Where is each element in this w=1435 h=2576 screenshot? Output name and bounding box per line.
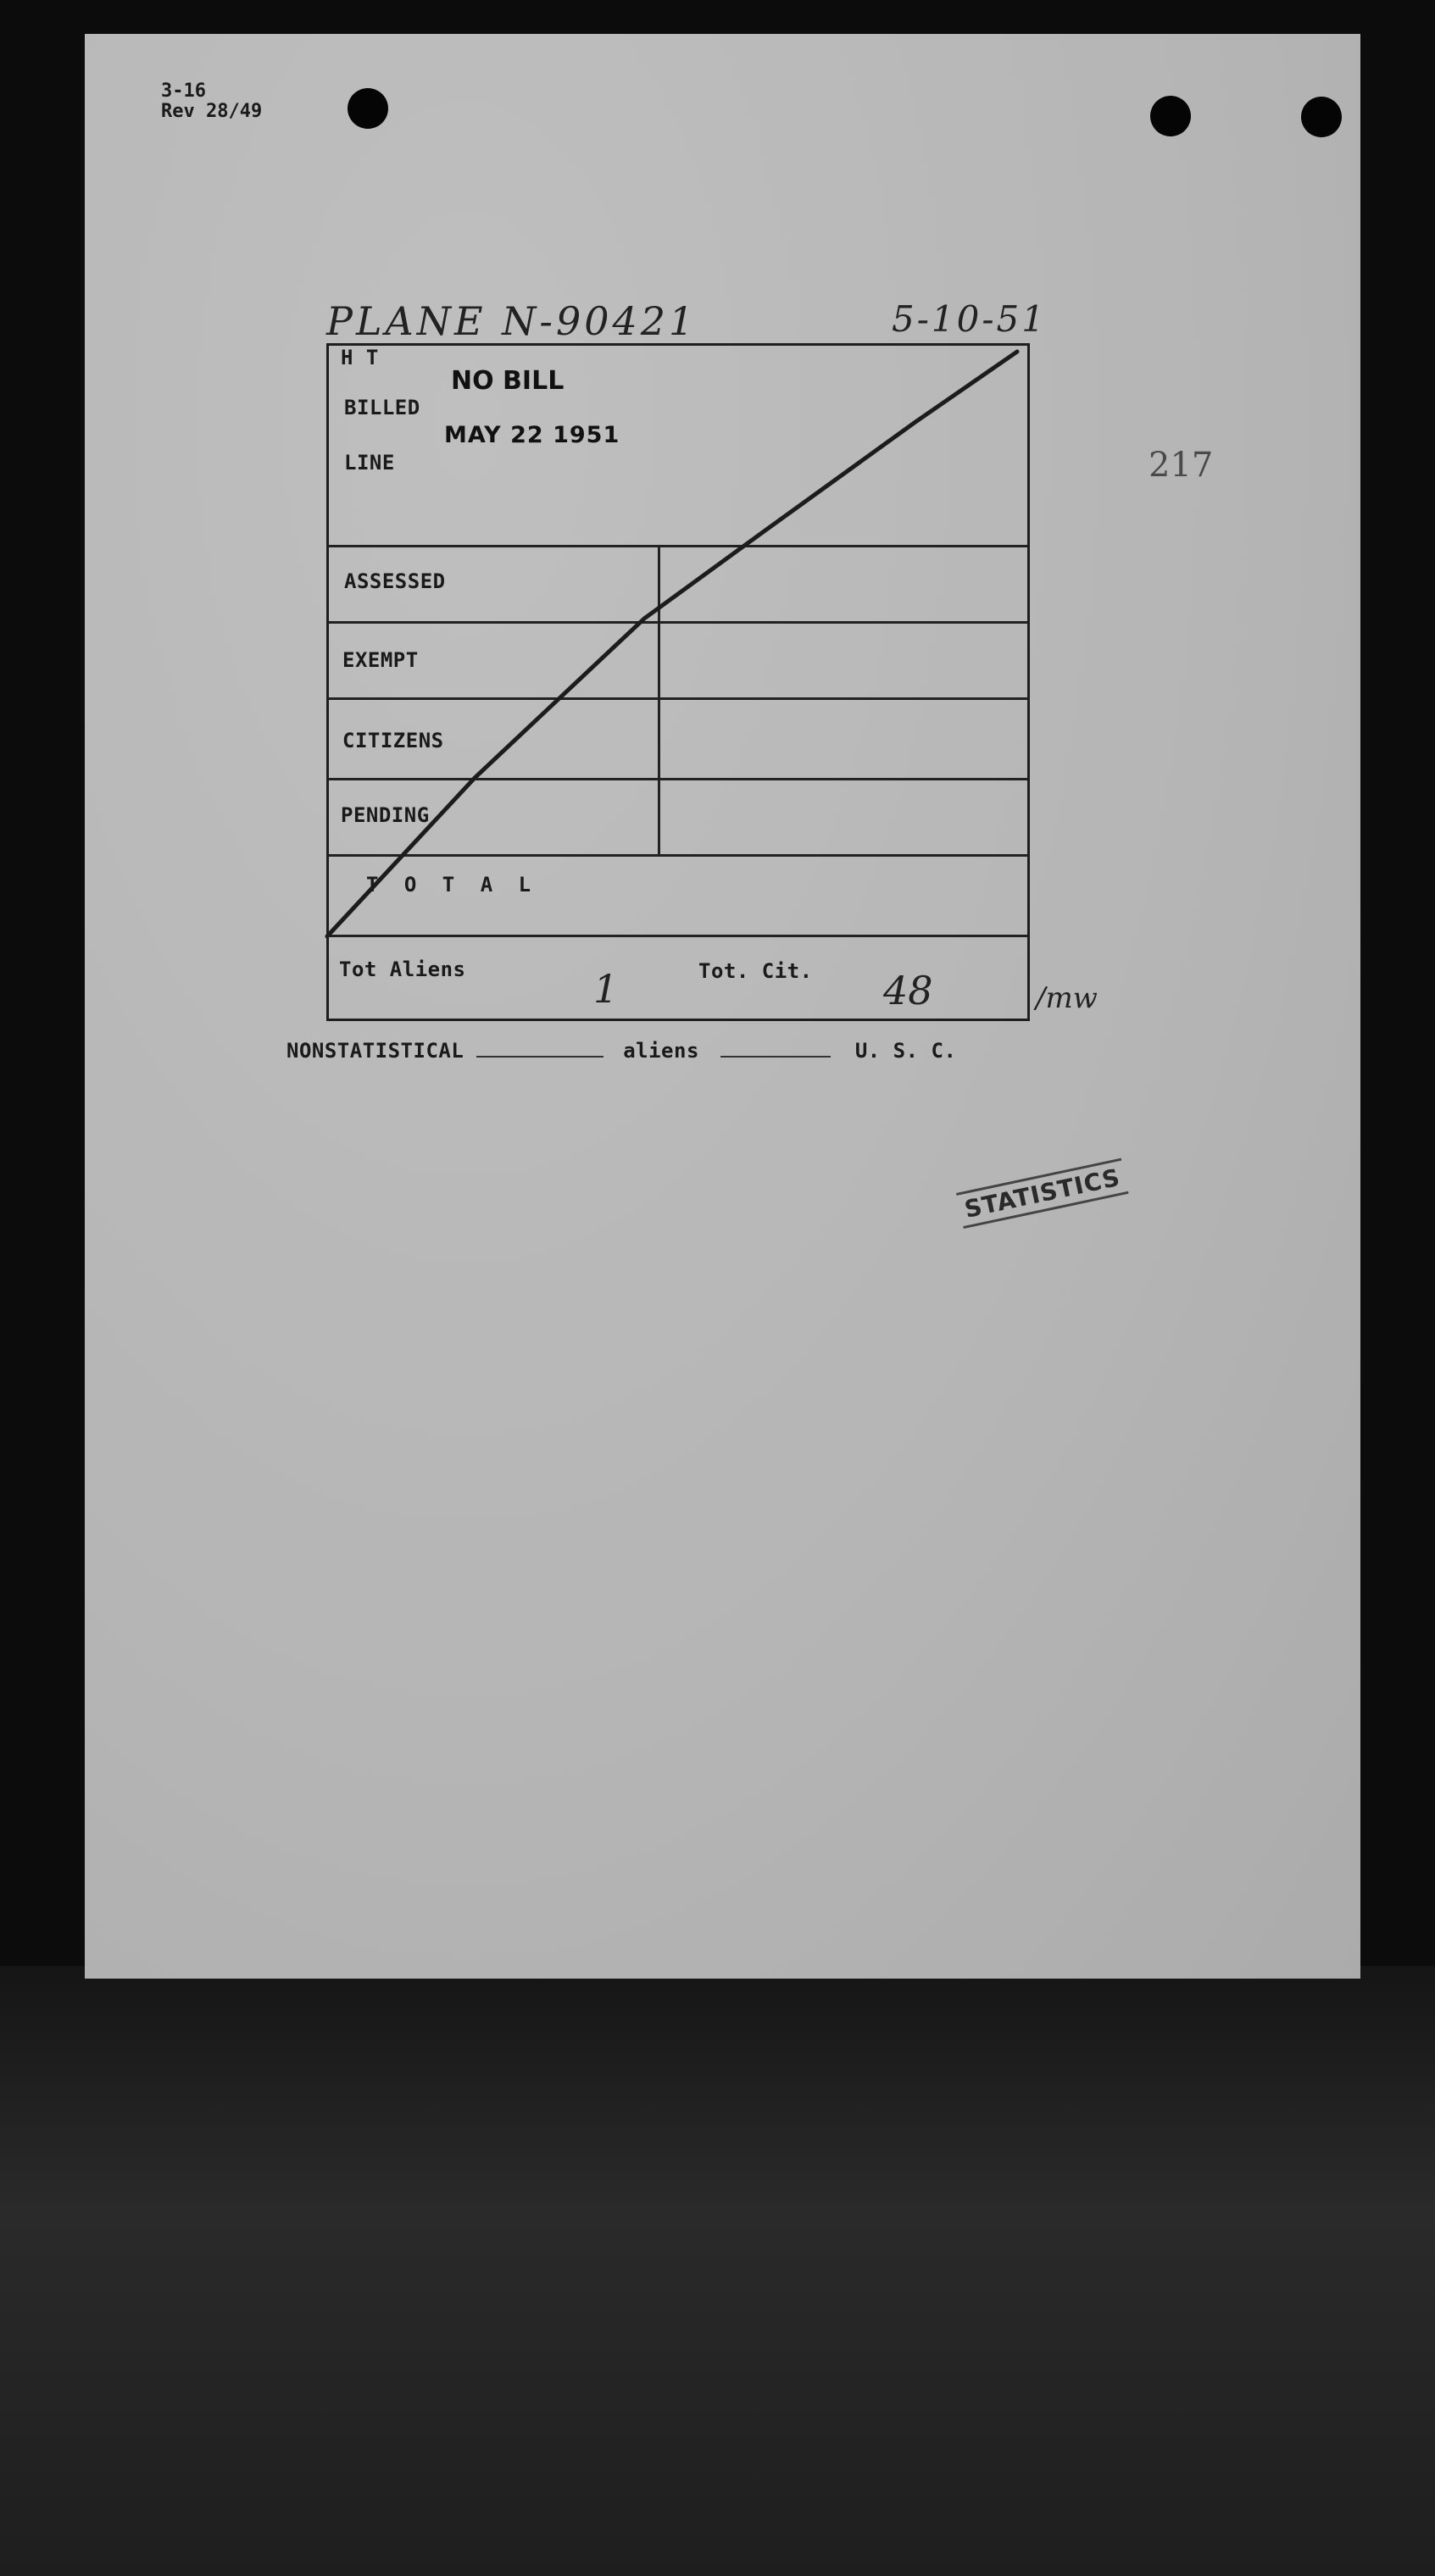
stamp-date: MAY 22 1951 (444, 422, 620, 448)
label-ht: H T (341, 346, 379, 369)
label-billed: BILLED (344, 396, 420, 419)
divider-pending (329, 854, 1027, 857)
tally-form-box (326, 343, 1030, 1021)
divider-header (329, 545, 1027, 547)
label-aliens: aliens (623, 1039, 699, 1063)
tot-cit-value: 48 (883, 968, 933, 1013)
scanner-background (0, 1966, 1435, 2576)
label-usc: U. S. C. (854, 1039, 957, 1063)
punch-hole-right (1301, 97, 1342, 137)
handwritten-flight: PLANE N-90421 (326, 298, 698, 344)
stamp-no-bill: NO BILL (451, 366, 565, 396)
blank-aliens (720, 1056, 831, 1058)
label-nonstatistical: NONSTATISTICAL (286, 1039, 464, 1063)
punch-hole-left (348, 88, 388, 129)
nonstatistical-line (286, 1039, 956, 1063)
label-total: T O T A L (366, 873, 538, 897)
label-line: LINE (344, 451, 395, 475)
column-divider (658, 547, 660, 856)
handwritten-date: 5-10-51 (892, 298, 1047, 340)
label-tot-aliens: Tot Aliens (339, 958, 466, 981)
tot-aliens-value: 1 (593, 966, 619, 1012)
label-citizens: CITIZENS (342, 729, 444, 752)
label-pending: PENDING (341, 803, 430, 827)
form-code (161, 81, 262, 122)
initials: /mw (1036, 981, 1098, 1015)
label-assessed: ASSESSED (344, 569, 446, 593)
punch-hole-middle (1150, 96, 1191, 136)
blank-nonstatistical (476, 1056, 603, 1058)
statistics-stamp: STATISTICS (956, 1158, 1129, 1229)
form-code-line1: 3-16 (161, 80, 206, 102)
divider-citizens (329, 778, 1027, 780)
form-code-line2: Rev 28/49 (161, 101, 263, 122)
divider-total (329, 935, 1027, 937)
page-number: 217 (1149, 446, 1214, 485)
divider-exempt (329, 697, 1027, 700)
divider-assessed (329, 621, 1027, 624)
label-tot-cit: Tot. Cit. (698, 959, 813, 983)
label-exempt: EXEMPT (342, 648, 419, 672)
